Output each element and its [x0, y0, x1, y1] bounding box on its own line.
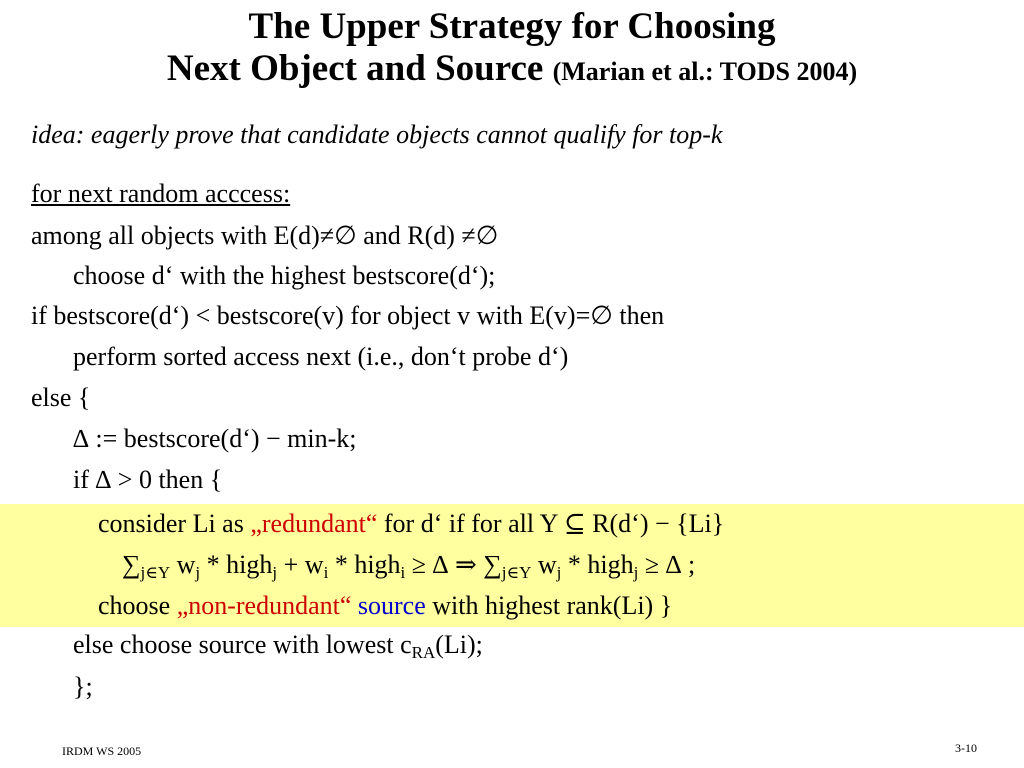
formula-high3: * high: [561, 550, 634, 579]
formula-w2: w: [531, 550, 557, 579]
pseudo-line-11: [73, 628, 483, 662]
line-10-text-a: choose: [98, 591, 177, 620]
pseudo-line-6: ∆ := bestscore(d‘) − min-k;: [73, 424, 357, 453]
pseudo-line-1: among all objects with E(d)≠∅ and R(d) ≠∅: [31, 221, 499, 250]
formula-plus: + w: [277, 550, 324, 579]
random-access-heading: for next random acccess:: [31, 179, 291, 208]
sum-index-2: j∈Y: [501, 563, 532, 582]
pseudo-line-4: perform sorted access next (i.e., don‘t probe d‘): [73, 342, 569, 371]
formula-sub-j4: j: [633, 563, 639, 582]
formula-end: ≥ ∆ ;: [638, 550, 696, 579]
formula-sub-j2: j: [272, 563, 278, 582]
formula-sub-j3: j: [556, 563, 562, 582]
footer-page-number: 3-10: [955, 741, 977, 755]
title-citation: (Marian et al.: TODS 2004): [552, 57, 858, 86]
formula-sub-i2: i: [400, 563, 406, 582]
footer-course: IRDM WS 2005: [62, 744, 142, 758]
formula-implies: ≥ ∆ ⇒ ∑: [405, 550, 502, 579]
pseudo-line-10: [98, 589, 672, 623]
redundant-term: „redundant“: [250, 509, 378, 538]
pseudo-line-9-formula: [122, 548, 695, 582]
line-11-text-b: (Li);: [435, 630, 483, 659]
idea-line: idea: eagerly prove that candidate objects cannot qualify for top-k: [31, 120, 723, 149]
title-line-1: The Upper Strategy for Choosing: [248, 6, 776, 47]
cost-subscript: RA: [411, 643, 436, 662]
pseudo-line-8: [98, 507, 724, 541]
sum-index-1: j∈Y: [140, 563, 171, 582]
pseudo-line-5: else {: [31, 383, 91, 412]
sum-symbol-1: ∑: [122, 550, 141, 579]
line-11-text-a: else choose source with lowest c: [73, 630, 412, 659]
non-redundant-term: „non-redundant“: [176, 591, 352, 620]
formula-w1: w: [170, 550, 196, 579]
title-line-2: [0, 48, 1024, 93]
pseudo-line-7: if ∆ > 0 then {: [73, 465, 223, 494]
formula-sub-i1: i: [323, 563, 329, 582]
pseudo-line-3: if bestscore(d‘) < bestscore(v) for object v with E(v)=∅ then: [31, 301, 665, 330]
formula-high2: * high: [328, 550, 401, 579]
pseudo-line-12: };: [73, 672, 93, 701]
line-10-text-d: with highest rank(Li) }: [425, 591, 673, 620]
formula-high1: * high: [200, 550, 273, 579]
line-8-text-a: consider Li as: [98, 509, 251, 538]
line-8-text-c: for d‘ if for all Y ⊆ R(d‘) − {Li}: [377, 509, 725, 538]
slide-title: [0, 6, 1024, 93]
title-line-2-text: Next Object and Source: [166, 48, 544, 89]
formula-sub-j1: j: [195, 563, 201, 582]
pseudo-line-2: choose d‘ with the highest bestscore(d‘);: [73, 261, 496, 290]
source-term: source: [351, 591, 426, 620]
